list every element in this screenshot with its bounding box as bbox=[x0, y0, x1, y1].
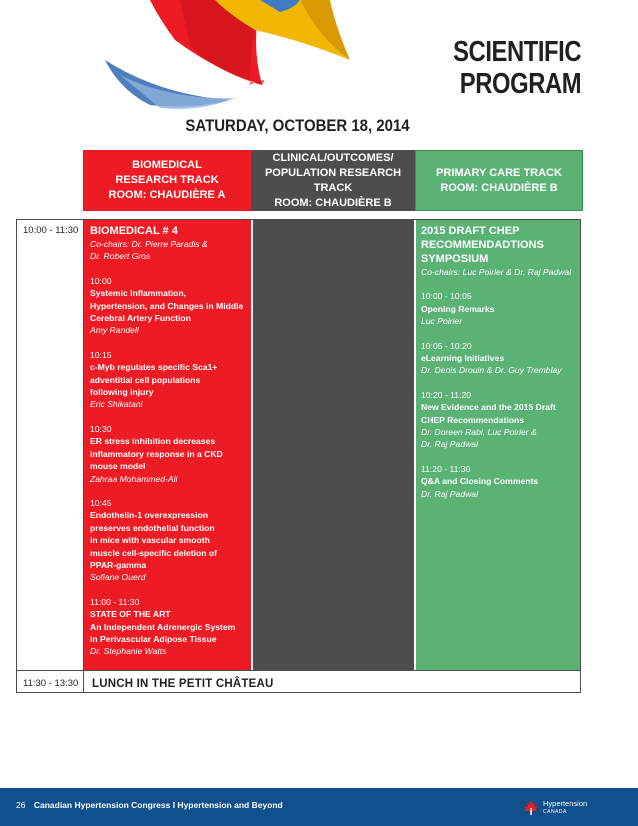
event-speaker: Eric Shikatani bbox=[90, 399, 143, 410]
logo-line-2: CANADA bbox=[543, 809, 567, 815]
event-title: inflammatory response in a CKD bbox=[90, 448, 223, 459]
cochairs-line: Dr. Robert Gros bbox=[90, 251, 151, 262]
event-title: preserves endothelial function bbox=[90, 522, 215, 533]
session-event bbox=[90, 596, 245, 658]
event-time: 10:05 - 10:20 bbox=[421, 340, 472, 351]
track-header-line: ROOM: CHAUDIÈRE B bbox=[440, 181, 558, 194]
track-header-biomedical bbox=[83, 150, 251, 211]
footer-caption: Canadian Hypertension Congress I Hypertension and Beyond bbox=[33, 800, 283, 810]
biomedical-session bbox=[84, 220, 251, 670]
page-title bbox=[453, 36, 581, 100]
event-title: New Evidence and the 2015 Draft bbox=[421, 402, 556, 413]
event-title: c-Myb regulates specific Sca1+ bbox=[90, 362, 218, 373]
track-header-line: ROOM: CHAUDIÈRE A bbox=[108, 189, 226, 201]
track-header-line: POPULATION RESEARCH TRACK bbox=[264, 166, 402, 194]
session-event bbox=[421, 290, 575, 327]
track-header-clinical bbox=[251, 150, 415, 211]
lunch-session: LUNCH IN THE PETIT CHÂTEAU bbox=[92, 678, 274, 690]
event-speaker: Amy Randell bbox=[90, 325, 139, 336]
session-event bbox=[90, 423, 245, 485]
session-title: RECOMMENDADTIONS bbox=[421, 239, 544, 251]
event-title: STATE OF THE ART bbox=[90, 609, 171, 620]
maple-leaf-icon bbox=[522, 799, 540, 817]
event-title: Hypertension, and Changes in Middle bbox=[90, 300, 244, 311]
event-title: muscle cell-specific deletion of bbox=[90, 547, 218, 558]
title-line-1: SCIENTIFIC bbox=[452, 36, 581, 68]
event-title: Systemic Inflammation, bbox=[90, 288, 186, 299]
track-header-line: BIOMEDICAL bbox=[132, 159, 202, 171]
clinical-session-empty bbox=[253, 220, 414, 670]
event-title: following injury bbox=[90, 387, 154, 398]
event-title: in Perivascular Adipose Tissue bbox=[90, 633, 217, 644]
event-title: eLearning Initiatives bbox=[421, 353, 505, 364]
event-title: CHEP Recommendations bbox=[421, 414, 524, 425]
event-speaker: Sofiane Ouerd bbox=[90, 572, 146, 583]
event-title: adventitial cell populations bbox=[90, 374, 201, 385]
event-speaker: Dr. Raj Padwal bbox=[421, 439, 478, 450]
table-row-divider bbox=[16, 670, 581, 671]
event-title: Cerebral Artery Function bbox=[90, 313, 191, 324]
session-event bbox=[421, 340, 575, 377]
event-time: 11:00 - 11:30 bbox=[90, 596, 140, 607]
event-time: 10:30 bbox=[90, 423, 112, 434]
event-time: 11:20 - 11:30 bbox=[421, 463, 471, 474]
track-header-line: PRIMARY CARE TRACK bbox=[436, 166, 562, 179]
event-time: 10:45 bbox=[90, 497, 112, 508]
event-speaker: Dr. Denis Drouin & Dr. Guy Tremblay bbox=[421, 365, 562, 376]
event-time: 10:15 bbox=[90, 349, 112, 360]
event-time: 10:20 - 11:20 bbox=[421, 389, 472, 400]
program-date: SATURDAY, OCTOBER 18, 2014 bbox=[185, 116, 410, 135]
time-slot-1: 10:00 - 11:30 bbox=[23, 225, 79, 236]
event-speaker: Dr. Raj Padwal bbox=[421, 488, 478, 499]
hypertension-canada-logo bbox=[522, 798, 602, 818]
track-header-line: ROOM: CHAUDIÈRE B bbox=[274, 196, 392, 209]
session-cochairs bbox=[90, 238, 245, 263]
event-title: Endothelin-1 overexpression bbox=[90, 510, 208, 521]
session-event bbox=[90, 349, 245, 411]
event-time: 10:00 bbox=[90, 275, 112, 286]
page-number: 26 bbox=[16, 800, 26, 810]
event-time: 10:00 - 10:05 bbox=[421, 291, 472, 302]
primary-care-session bbox=[416, 220, 580, 670]
event-title: in mice with vascular smooth bbox=[90, 535, 210, 546]
event-title: Q&A and Closing Comments bbox=[421, 476, 539, 487]
track-header-line: RESEARCH TRACK bbox=[115, 174, 219, 186]
event-title: An Independent Adrenergic System bbox=[90, 621, 236, 632]
session-event bbox=[90, 275, 245, 337]
time-slot-2: 11:30 - 13:30 bbox=[23, 678, 79, 689]
event-speaker: Zahraa Mohammed-Ali bbox=[90, 473, 178, 484]
session-event bbox=[421, 389, 575, 451]
footer-text bbox=[16, 800, 283, 810]
event-title: mouse model bbox=[90, 461, 146, 472]
event-title: ER stress inhibition decreases bbox=[90, 436, 216, 447]
session-title: 2015 DRAFT CHEP bbox=[421, 225, 520, 237]
track-header-line: CLINICAL/OUTCOMES/ bbox=[272, 151, 394, 164]
track-header-primary-care bbox=[415, 150, 583, 211]
session-title: BIOMEDICAL # 4 bbox=[90, 225, 178, 237]
event-title: PPAR-gamma bbox=[90, 559, 147, 570]
session-event bbox=[421, 463, 575, 500]
session-cochairs: Co-chairs: Luc Poirier & Dr. Raj Padwal bbox=[421, 267, 572, 277]
cochairs-line: Co-chairs: Dr. Pierre Paradis & bbox=[90, 239, 208, 249]
event-speaker: Dr. Stephanie Watts bbox=[90, 646, 167, 657]
session-title: SYMPOSIUM bbox=[421, 253, 489, 265]
title-line-2: PROGRAM bbox=[459, 68, 581, 100]
event-speaker: Luc Poirier bbox=[421, 316, 463, 327]
session-event bbox=[90, 497, 245, 584]
event-title: Opening Remarks bbox=[421, 303, 495, 314]
event-speaker: Dr. Doreen Rabi, Luc Poirier & bbox=[421, 427, 537, 438]
logo-line-1: Hypertension bbox=[543, 799, 588, 808]
